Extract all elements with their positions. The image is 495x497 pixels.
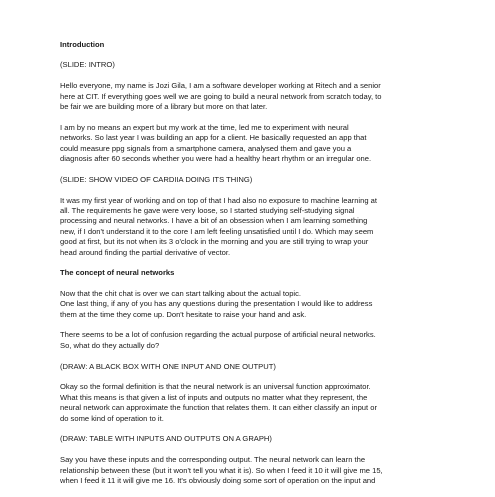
slide-note-video: (SLIDE: SHOW VIDEO OF CARDIIA DOING ITS THING) [60, 174, 253, 184]
draw-note-table: (DRAW: TABLE WITH INPUTS AND OUTPUTS ON A GRAPH) [60, 434, 272, 444]
document-page [60, 40, 450, 497]
paragraph-line: Hello everyone, my name is Jozi Gila, I am a software developer working at Ritech and a senior [60, 81, 381, 91]
heading-introduction: Introduction [60, 40, 105, 49]
paragraph-line: processing and neural networks. I have a bit of an obsession when I am learning something [60, 216, 368, 226]
paragraph-line: when I feed it 11 it will give me 16. It's obviously doing some sort of operation on the input and [60, 476, 376, 486]
paragraph-line: be fair we are building more of a library but more on that later. [60, 102, 268, 112]
paragraph-line: good at first, but its not when its 3 o'clock in the morning and you are still trying to wrap your [60, 237, 369, 247]
paragraph-inputs [60, 455, 450, 486]
paragraph-line: could measure ppg signals from a smartphone camera, analysed them and gave you a [60, 143, 352, 153]
paragraph-definition [60, 382, 450, 424]
paragraph-line: neural network can approximate the function that relates them. It can either classify an input or [60, 403, 377, 413]
paragraph-first-year [60, 196, 450, 258]
paragraph-line: Okay so the formal definition is that the neural network is an universal function approximator. [60, 382, 371, 392]
paragraph-line: It was my first year of working and on top of that I had also no exposure to machine learning at [60, 195, 378, 205]
paragraph-line: do some kind of operation to it. [60, 413, 164, 423]
paragraph-hello [60, 81, 450, 112]
paragraph-line: What this means is that given a list of inputs and outputs no matter what they represent, the [60, 392, 368, 402]
paragraph-line: So, what do they actually do? [60, 340, 160, 350]
paragraph-chitchat [60, 289, 450, 320]
paragraph-line: One last thing, if any of you has any questions during the presentation I would like to address [60, 299, 373, 309]
paragraph-line: all. The requirements he gave were very loose, so I started studying self-studying signal [60, 206, 355, 216]
paragraph-line: relationship between these (but it won't tell you what it is). So when I feed it 10 it will give me 15, [60, 465, 383, 475]
paragraph-line: networks. So last year I was building an app for a client. He basically requested an app that [60, 133, 367, 143]
paragraph-line: There seems to be a lot of confusion regarding the actual purpose of artificial neural networks. [60, 330, 376, 340]
paragraph-line: head around finding the partial derivative of vector. [60, 247, 231, 257]
slide-note-intro: (SLIDE: INTRO) [60, 60, 115, 70]
paragraph-line: Say you have these inputs and the corresponding output. The neural network can learn the [60, 455, 366, 465]
heading-concept: The concept of neural networks [60, 268, 175, 278]
paragraph-line: new, if I don't understand it to the core I am left feeling unsatisfied until I do. Which may seem [60, 226, 374, 236]
paragraph-line: diagnosis after 60 seconds whether you were had a healthy heart rhythm or an irregular one. [60, 154, 372, 164]
paragraph-confusion [60, 330, 450, 351]
paragraph-line: Now that the chit chat is over we can start talking about the actual topic. [60, 288, 302, 298]
draw-note-blackbox: (DRAW: A BLACK BOX WITH ONE INPUT AND ONE OUTPUT) [60, 361, 276, 371]
paragraph-line: I am by no means an expert but my work at the time, led me to experiment with neural [60, 122, 349, 132]
paragraph-expert [60, 123, 450, 165]
paragraph-line: here at CIT. If everything goes well we are going to build a neural network from scratch today, to [60, 91, 382, 101]
paragraph-line: them at the time they come up. Don't hesitate to raise your hand and ask. [60, 309, 307, 319]
